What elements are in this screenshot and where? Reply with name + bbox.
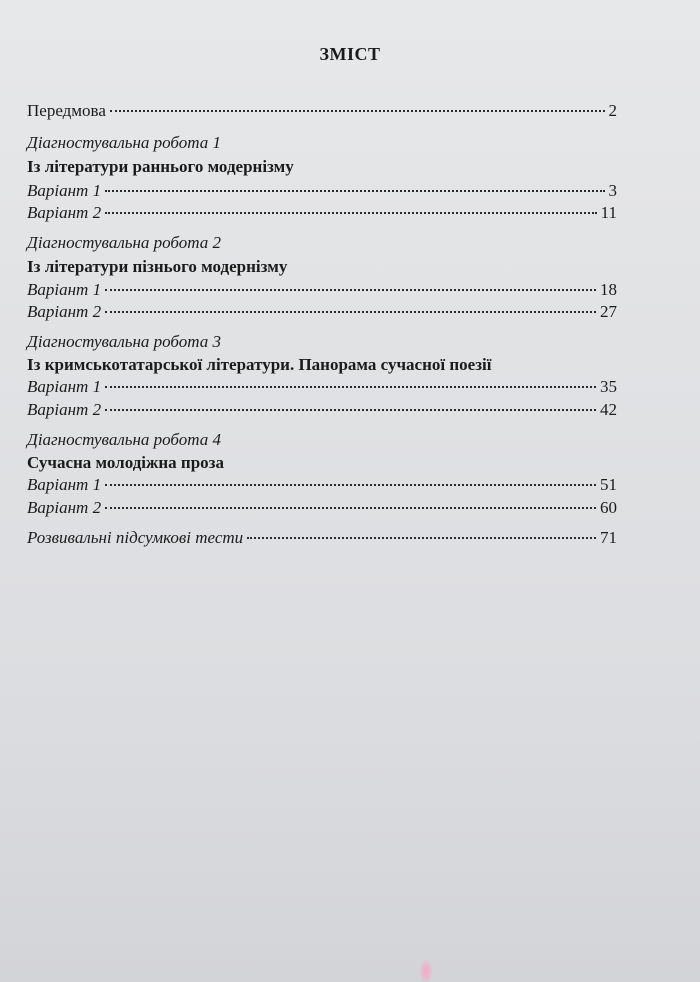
toc-page-number: 51 — [600, 475, 617, 494]
toc-entry-work-2-variant-1 — [27, 280, 617, 300]
dot-leader — [105, 311, 596, 313]
toc-entry-work-3-variant-2 — [27, 400, 617, 420]
toc-entry-label: Варіант 1 — [27, 280, 102, 299]
toc-entry-label: Варіант 2 — [27, 498, 102, 517]
toc-entry-work-2-variant-2 — [27, 302, 617, 322]
section-heading-work-2: Діагностувальна робота 2 — [27, 233, 221, 252]
toc-page-number: 27 — [600, 302, 617, 321]
toc-entry-work-4-variant-2 — [27, 498, 617, 518]
section-heading-work-4: Діагностувальна робота 4 — [27, 430, 221, 449]
highlighter-mark — [420, 960, 432, 982]
dot-leader — [105, 507, 596, 509]
dot-leader — [110, 110, 605, 112]
toc-page-number: 60 — [600, 498, 617, 517]
toc-entry-label: Розвивальні підсумкові тести — [27, 528, 244, 547]
toc-page-number: 11 — [600, 203, 617, 222]
toc-entry-work-1-variant-1 — [27, 181, 617, 201]
toc-entry-tests — [27, 528, 617, 548]
toc-page-number: 18 — [600, 280, 617, 299]
dot-leader — [105, 212, 597, 214]
toc-entry-label: Варіант 1 — [27, 475, 102, 494]
dot-leader — [105, 289, 596, 291]
toc-page-number: 71 — [600, 528, 617, 547]
toc-page-number: 2 — [608, 101, 617, 120]
dot-leader — [105, 409, 596, 411]
toc-page-number: 35 — [600, 377, 617, 396]
toc-entry-label: Варіант 1 — [27, 181, 102, 200]
toc-entry-label: Варіант 1 — [27, 377, 102, 396]
section-heading-work-1: Діагностувальна робота 1 — [27, 133, 221, 152]
toc-page-number: 3 — [608, 181, 617, 200]
toc-entry-work-3-variant-1 — [27, 377, 617, 397]
dot-leader — [105, 190, 604, 192]
toc-entry-label: Варіант 2 — [27, 400, 102, 419]
dot-leader — [105, 386, 596, 388]
dot-leader — [105, 484, 596, 486]
toc-page-number: 42 — [600, 400, 617, 419]
toc-entry-label: Варіант 2 — [27, 203, 102, 222]
toc-entry-work-4-variant-1 — [27, 475, 617, 495]
section-subtitle-work-1: Із літератури раннього модернізму — [27, 157, 294, 176]
toc-entry-label: Варіант 2 — [27, 302, 102, 321]
toc-entry-work-1-variant-2 — [27, 203, 617, 223]
dot-leader — [247, 537, 596, 539]
section-heading-work-3: Діагностувальна робота 3 — [27, 332, 221, 351]
toc-entry-foreword — [27, 101, 617, 121]
toc-entry-label: Передмова — [27, 101, 106, 120]
page-title: ЗМІСТ — [319, 44, 381, 64]
section-subtitle-work-2: Із літератури пізнього модернізму — [27, 257, 288, 276]
section-subtitle-work-3: Із кримськотатарської літератури. Панорама сучасної поезії — [27, 355, 492, 374]
section-subtitle-work-4: Сучасна молодіжна проза — [27, 453, 224, 472]
